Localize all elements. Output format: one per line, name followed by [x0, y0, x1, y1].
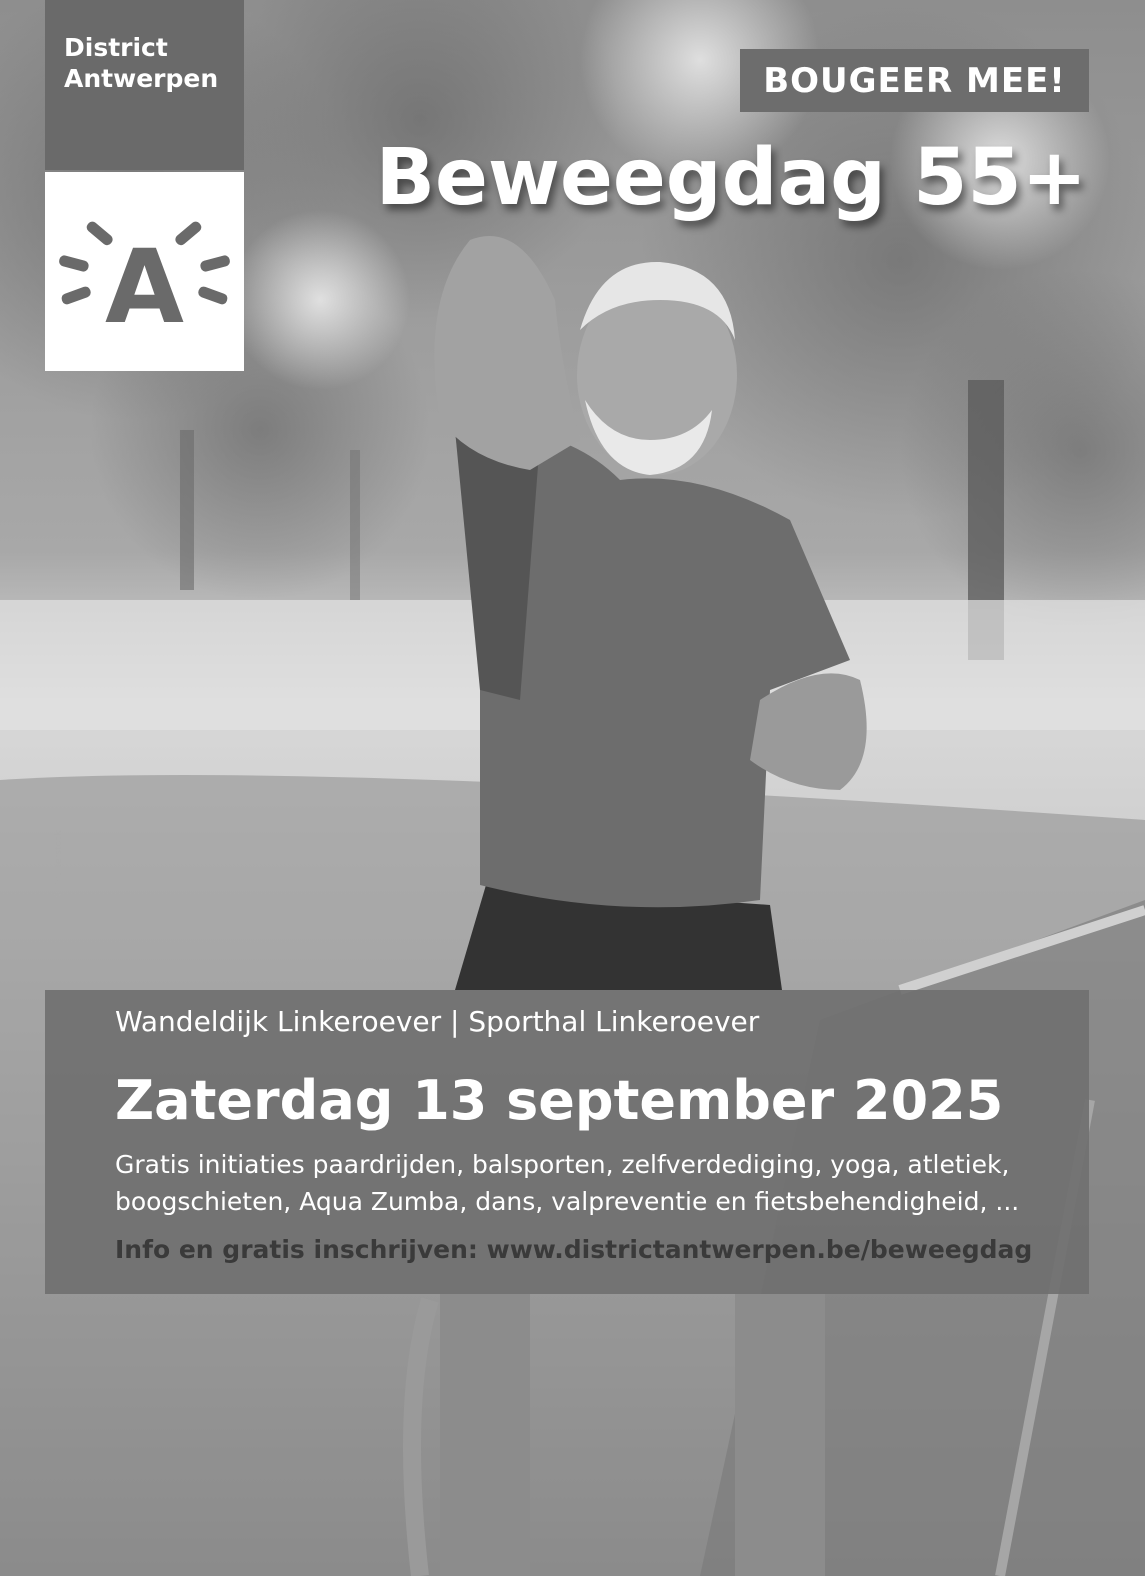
logo-line-1: District: [64, 33, 168, 62]
antwerp-a-logo: [45, 172, 244, 371]
event-locations: Wandeldijk Linkeroever | Sporthal Linkeroever: [115, 1005, 760, 1038]
headline: Beweegdag 55+: [375, 133, 1087, 223]
tagline-banner: [740, 49, 1089, 112]
logo-line-2: Antwerpen: [64, 64, 219, 93]
registration-link[interactable]: Info en gratis inschrijven: www.districtantwerpen.be/beweegdag: [115, 1235, 1033, 1264]
antwerp-a-sunburst-icon: [45, 172, 244, 371]
event-info-panel: [45, 990, 1089, 1294]
district-logo-text-block: [45, 0, 244, 170]
logo-mark-letter: A: [105, 228, 184, 347]
photo-credit: © Shutterstock: [54, 830, 64, 900]
tagline: BOUGEER MEE!: [763, 60, 1066, 101]
event-activities: Gratis initiaties paardrijden, balsporten, zelfverdediging, yoga, atletiek, boogschieten, Aqua Zumba, dans, valpreventie en fietsbehendigheid, ...: [115, 1150, 1020, 1216]
event-date: Zaterdag 13 september 2025: [115, 1069, 1004, 1132]
